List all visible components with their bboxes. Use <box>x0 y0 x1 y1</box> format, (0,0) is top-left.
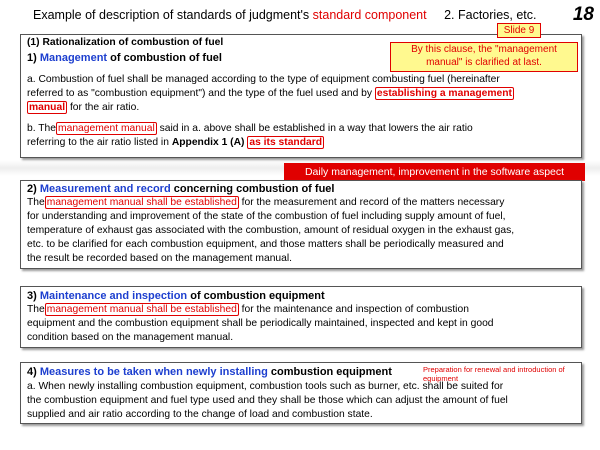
management-subheading <box>27 51 222 65</box>
maintenance-heading <box>27 289 325 303</box>
installation-line2: the combustion equipment and fuel type used and they shall be those which can adjust the amount of fuel <box>27 395 508 406</box>
installation-heading <box>27 365 392 379</box>
clarification-callout <box>390 42 578 72</box>
maintenance-rest-text: of combustion equipment <box>190 290 325 302</box>
title-prefix: Example of description of standards of judgment's <box>33 8 310 22</box>
manual-established-highlight: management manual shall be established <box>46 197 237 208</box>
clause-b-prefix: b. The <box>27 123 57 134</box>
section-heading <box>27 36 223 50</box>
title-highlight: standard component <box>312 8 427 22</box>
maintenance-line1 <box>27 303 469 317</box>
measurement-line1 <box>27 196 504 210</box>
section-label: 2. Factories, etc. <box>444 8 537 22</box>
daily-management-banner: Daily management, improvement in the software aspect <box>284 163 585 181</box>
installation-line1: a. When newly installing combustion equipment, combustion tools such as burner, etc. shall be suited for <box>27 381 504 392</box>
sub-blue-text: Management <box>39 52 108 64</box>
maintenance-blue-text: Maintenance and inspection <box>39 290 188 302</box>
measurement-blue-text: Measurement and record <box>39 183 171 195</box>
maintenance-line1-rest: for the maintenance and inspection of combustion <box>241 304 469 315</box>
measurement-line4: etc. to be clarified for each combustion equipment, and those matters shall be periodically measured and <box>27 239 504 250</box>
standard-highlight: as its standard <box>249 137 323 148</box>
clause-b-text: said in a. above shall be established in a way that lowers the air ratio <box>159 123 473 134</box>
maintenance-line2: equipment and the combustion equipment shall be periodically maintained, inspected and kept in good <box>27 318 494 329</box>
measurement-rest-text: concerning combustion of fuel <box>173 183 335 195</box>
clause-b-line2 <box>27 136 324 150</box>
heading-text: (1) Rationalization of combustion of fuel <box>27 37 224 48</box>
measurement-line1-rest: for the measurement and record of the matters necessary <box>241 197 505 208</box>
maintenance-line3: condition based on the management manual. <box>27 332 234 343</box>
sub-number: 1) <box>27 52 37 64</box>
measurement-line2: for understanding and improvement of the state of the combustion of fuel including supply amount of fuel, <box>27 211 506 222</box>
maintenance-manual-highlight: management manual shall be established <box>46 304 237 315</box>
clause-b-line1 <box>27 122 473 136</box>
slide-reference-tag <box>497 23 541 38</box>
clause-a-line2 <box>27 87 514 101</box>
measurement-line5: the result be recorded based on the management manual. <box>27 253 293 264</box>
measurement-prefix: The <box>27 197 45 208</box>
callout-line1: By this clause, the "management <box>411 44 557 55</box>
management-manual-highlight: management manual <box>58 123 155 134</box>
preparation-note: Preparation for renewal and introduction of equipment <box>423 365 565 383</box>
appendix-reference: Appendix 1 (A) <box>171 137 245 148</box>
measurement-line3: temperature of exhaust gas associated with the combustion, amount of residual oxygen in the exhaust gas, <box>27 225 515 236</box>
slide-title <box>33 5 573 25</box>
maintenance-prefix: The <box>27 304 45 315</box>
establishing-manual-highlight: establishing a management <box>376 88 512 99</box>
clause-a-line3 <box>27 101 139 115</box>
installation-blue-text: Measures to be taken when newly installing <box>39 366 268 378</box>
measurement-heading <box>27 182 334 196</box>
installation-number: 4) <box>27 366 37 378</box>
callout-line2: manual" is clarified at last. <box>426 57 542 68</box>
clause-a-end: for the air ratio. <box>69 102 140 113</box>
clause-b-text2: referring to the air ratio listed in <box>27 137 169 148</box>
manual-highlight: manual <box>29 102 66 113</box>
sub-rest-text: of combustion of fuel <box>110 52 222 64</box>
maintenance-number: 3) <box>27 290 37 302</box>
clause-a-line1: a. Combustion of fuel shall be managed according to the type of equipment combusting fuel (hereinafter <box>27 74 500 85</box>
page-number: 18 <box>572 4 594 25</box>
installation-line3: supplied and air ratio according to the change of load and combustion state. <box>27 409 373 420</box>
clause-a-text: referred to as "combustion equipment") and the type of the fuel used and by <box>27 88 373 99</box>
slide-label: Slide 9 <box>503 25 535 36</box>
installation-rest-text: combustion equipment <box>270 366 392 378</box>
measurement-number: 2) <box>27 183 37 195</box>
